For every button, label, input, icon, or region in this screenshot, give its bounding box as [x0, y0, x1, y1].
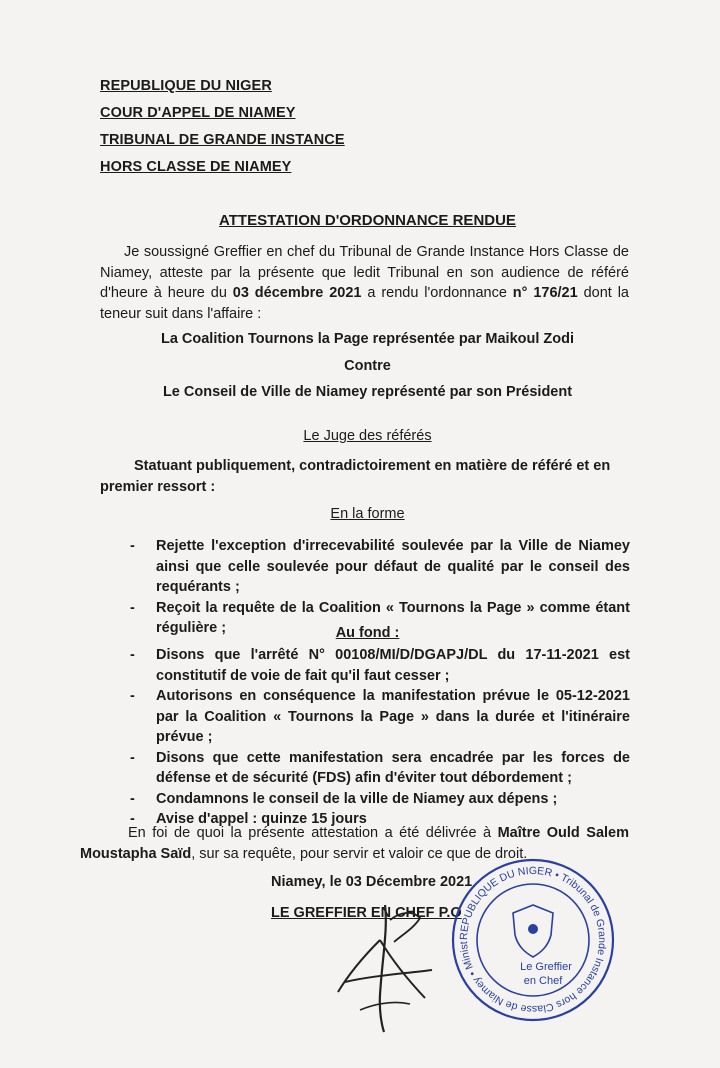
stamp-inner-line2: en Chef	[523, 975, 563, 987]
list-item-text: Rejette l'exception d'irrecevabilité soulevée par la Ville de Niamey ainsi que celle soulevée pour défaut de qualité par le conseil des requérants ;	[156, 538, 630, 595]
hearing-date: 03 décembre 2021	[232, 285, 362, 301]
header-court-appeal: COUR D'APPEL DE NIAMEY	[100, 105, 296, 121]
dash-bullet: -	[130, 538, 135, 554]
statuant-text: Statuant publiquement, contradictoirement en matière de référé et en premier ressort :	[100, 458, 611, 495]
header-republic: REPUBLIQUE DU NIGER	[100, 78, 272, 94]
handwritten-signature	[330, 900, 450, 1035]
statuant-paragraph	[100, 456, 629, 497]
list-item-text: Avise d'appel : quinze 15 jours	[156, 811, 367, 827]
list-item-text: Reçoit la requête de la Coalition « Tournons la Page » comme étant régulière ;	[156, 599, 630, 636]
forme-heading: En la forme	[330, 506, 405, 522]
list-item	[130, 789, 630, 810]
signatory-title: LE GREFFIER EN CHEF P.O	[271, 905, 462, 921]
versus-label: Contre	[344, 358, 391, 374]
juge-heading: Le Juge des référés	[303, 428, 432, 444]
stamp-inner-line1: Le Greffier	[520, 961, 572, 973]
dash-bullet: -	[130, 790, 135, 807]
defendant: Le Conseil de Ville de Niamey représenté par son Président	[162, 384, 573, 400]
list-item-text: Disons que cette manifestation sera encadrée par les forces de défense et de sécurité (FDS) afin d'éviter tout débordement ;	[156, 749, 630, 786]
list-item	[130, 536, 630, 598]
list-item	[130, 645, 630, 686]
ordonnance-number: n° 176/21	[512, 285, 578, 301]
dash-bullet: -	[130, 647, 135, 663]
intro-text-a: Je soussigné Greffier en chef du Tribunal de Grande Instance Hors Classe de Niamey, atteste par la présente que ledit Tribunal en son audience de référé d'heure à heure du	[100, 244, 629, 301]
closing-text-b: , sur sa requête, pour servir et valoir ce que de droit.	[191, 845, 528, 862]
stamp-seal	[448, 855, 618, 1025]
dash-bullet: -	[130, 811, 135, 827]
attorney-name: Maître Ould Salem Moustapha Saïd	[80, 825, 629, 862]
header-hors-classe: HORS CLASSE DE NIAMEY	[100, 159, 292, 175]
list-item-text: Autorisons en conséquence la manifestation prévue le 05-12-2021 par la Coalition « Tournons la Page » dans la durée et l'itinéraire prévue ;	[156, 688, 630, 745]
intro-text-b: a rendu l'ordonnance	[361, 285, 513, 301]
official-stamp	[448, 855, 618, 1025]
fond-list	[130, 645, 630, 830]
header-tribunal: TRIBUNAL DE GRANDE INSTANCE	[100, 132, 345, 148]
list-item	[130, 748, 630, 789]
dash-bullet: -	[130, 688, 135, 704]
list-item-text: Condamnons le conseil de la ville de Niamey aux dépens ;	[156, 790, 558, 807]
plaintiff: La Coalition Tournons la Page représentée par Maikoul Zodi	[160, 331, 575, 347]
dash-bullet: -	[130, 599, 135, 616]
forme-list	[130, 536, 630, 639]
stamp-outer-text: REPUBLIQUE DU NIGER • Tribunal de Grande Instance hors Classe de Niamey • Minist	[457, 864, 609, 1016]
fond-heading: Au fond :	[335, 625, 400, 641]
list-item-text: Disons que l'arrêté N° 00108/MI/D/DGAPJ/DL du 17-11-2021 est constitutif de voie de fait qu'il faut cesser ;	[156, 647, 630, 684]
intro-paragraph	[100, 242, 629, 324]
closing-text-a: En foi de quoi la présente attestation a été délivrée à	[128, 825, 498, 841]
document-title: ATTESTATION D'ORDONNANCE RENDUE	[219, 212, 516, 229]
dash-bullet: -	[130, 749, 135, 766]
place-date: Niamey, le 03 Décembre 2021	[271, 874, 473, 890]
list-item	[130, 686, 630, 748]
intro-text-c: dont la teneur suit dans l'affaire :	[100, 285, 629, 322]
